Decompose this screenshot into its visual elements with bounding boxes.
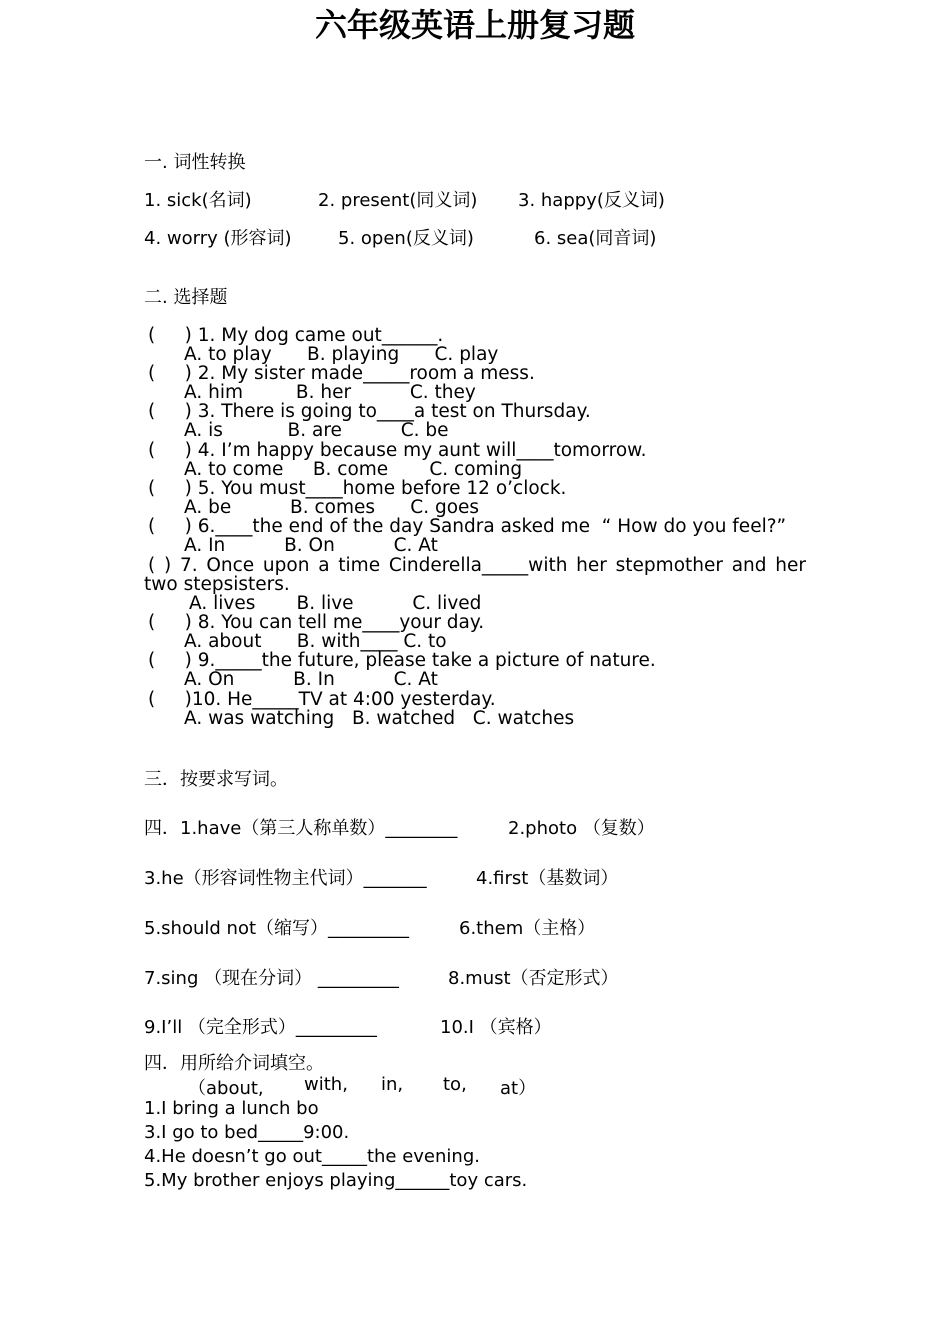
word-bank-at: at）: [500, 1078, 537, 1099]
question-9-options: A. On B. In C. At: [184, 669, 438, 690]
word-item-1: 四．1.have（第三人称单数）________: [144, 818, 458, 839]
question-6-stem: ( ) 6.____the end of the day Sandra asked me “ How do you feel?”: [148, 516, 787, 537]
question-1-options: A. to play B. playing C. play: [184, 344, 499, 365]
word-item-3: 3.he（形容词性物主代词）_______: [144, 868, 427, 889]
fill-line-4: 4.He doesn’t go out_____the evening.: [144, 1146, 480, 1167]
word-item-6: 6.them（主格）: [459, 918, 596, 939]
word-item-2: 2.photo （复数）: [508, 818, 655, 839]
word-item-5: 5.should not（缩写）_________: [144, 918, 410, 939]
conversion-item-1: 1. sick(名词): [144, 190, 252, 211]
question-6-options: A. In B. On C. At: [184, 535, 438, 556]
section1-heading: 一. 词性转换: [144, 152, 246, 173]
question-10-options: A. was watching B. watched C. watches: [184, 708, 575, 729]
word-item-7: 7.sing （现在分词） _________: [144, 968, 399, 989]
question-8-stem: ( ) 8. You can tell me____your day.: [148, 612, 485, 633]
question-8-options: A. about B. with____ C. to: [184, 631, 447, 652]
word-item-10: 10.I （宾格）: [440, 1017, 552, 1038]
conversion-item-3: 3. happy(反义词): [518, 190, 665, 211]
question-7-stem: ( ) 7. Once upon a time Cinderella_____with her stepmother and her: [148, 555, 806, 576]
question-1-stem: ( ) 1. My dog came out______.: [148, 325, 444, 346]
question-9-stem: ( ) 9._____the future, please take a picture of nature.: [148, 650, 656, 671]
question-3-options: A. is B. are C. be: [184, 420, 449, 441]
page-title: 六年级英语上册复习题: [314, 6, 635, 44]
conversion-item-5: 5. open(反义词): [338, 228, 474, 249]
question-3-stem: ( ) 3. There is going to____a test on Thursday.: [148, 401, 591, 422]
word-bank-to: to,: [443, 1074, 467, 1095]
question-10-stem: ( )10. He_____TV at 4:00 yesterday.: [148, 689, 496, 710]
word-item-4: 4.first（基数词）: [476, 868, 619, 889]
question-7-options: A. lives B. live C. lived: [189, 593, 482, 614]
conversion-item-4: 4. worry (形容词): [144, 228, 292, 249]
section2-heading: 二. 选择题: [144, 287, 228, 308]
fill-line-5: 5.My brother enjoys playing______toy cars.: [144, 1170, 528, 1191]
word-item-9: 9.I’ll （完全形式）_________: [144, 1017, 377, 1038]
word-bank-with: with,: [304, 1074, 348, 1095]
fill-line-3: 3.I go to bed_____9:00.: [144, 1122, 350, 1143]
question-7-stem-continued: two stepsisters.: [144, 574, 290, 595]
question-5-options: A. be B. comes C. goes: [184, 497, 480, 518]
word-item-8: 8.must（否定形式）: [448, 968, 619, 989]
conversion-item-2: 2. present(同义词): [318, 190, 478, 211]
word-bank-in: in,: [381, 1074, 404, 1095]
word-bank-about: （about,: [188, 1078, 264, 1099]
section3-heading: 三．按要求写词。: [144, 769, 288, 790]
question-4-stem: ( ) 4. I’m happy because my aunt will____tomorrow.: [148, 440, 647, 461]
question-2-options: A. him B. her C. they: [184, 382, 476, 403]
question-4-options: A. to come B. come C. coming: [184, 459, 523, 480]
question-5-stem: ( ) 5. You must____home before 12 o’clock.: [148, 478, 567, 499]
fill-line-1: 1.I bring a lunch bo: [144, 1098, 319, 1119]
conversion-item-6: 6. sea(同音词): [534, 228, 657, 249]
question-2-stem: ( ) 2. My sister made_____room a mess.: [148, 363, 535, 384]
section4-heading: 四．用所给介词填空。: [144, 1053, 324, 1074]
